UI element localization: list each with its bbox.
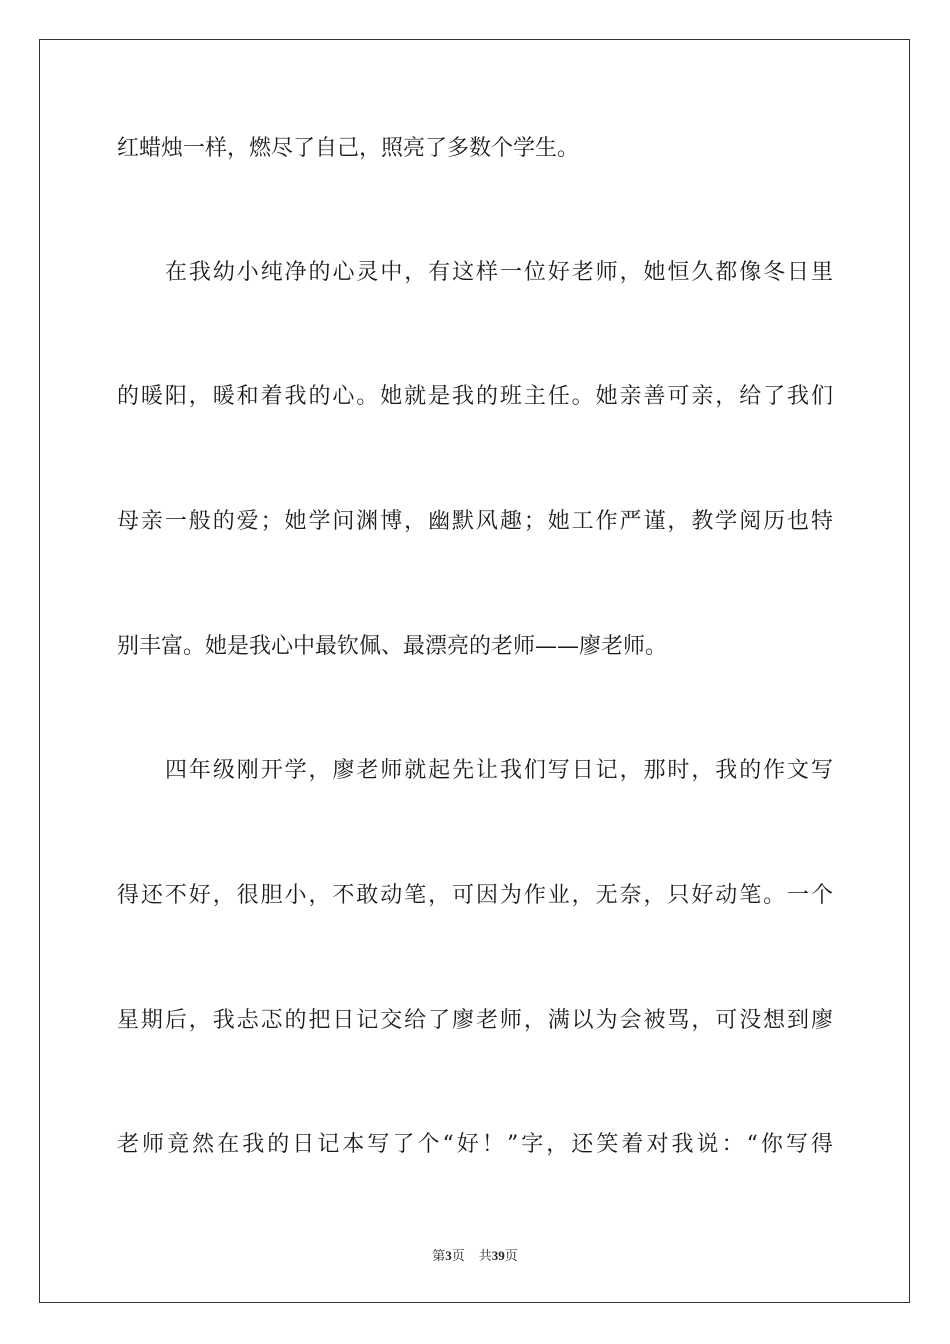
paragraph-first-line: 在我幼小纯净的心灵中，有这样一位好老师，她恒久都像冬日里: [165, 260, 833, 285]
total-label-suffix: 页: [504, 1248, 518, 1263]
paragraph-first-line: 四年级刚开学，廖老师就起先让我们写日记，那时，我的作文写: [165, 758, 833, 783]
text-line: 别丰富。她是我心中最钦佩、最漂亮的老师——廖老师。: [117, 634, 668, 659]
text-line: 母亲一般的爱；她学问渊博，幽默风趣；她工作严谨，教学阅历也特: [117, 509, 833, 534]
page-border: [39, 39, 910, 1303]
text-line: 星期后，我忐忑的把日记交给了廖老师，满以为会被骂，可没想到廖: [117, 1008, 833, 1033]
text-line: 老师竟然在我的日记本写了个“好！”字，还笑着对我说：“你写得: [117, 1132, 833, 1157]
text-line: 得还不好，很胆小，不敢动笔，可因为作业，无奈，只好动笔。一个: [117, 883, 833, 908]
page-number: 3: [445, 1248, 452, 1263]
page-footer: [0, 1247, 950, 1265]
text-line: 的暖阳，暖和着我的心。她就是我的班主任。她亲善可亲，给了我们: [117, 384, 833, 409]
page-label-prefix: 第: [432, 1248, 446, 1263]
text-line: 红蜡烛一样，燃尽了自己，照亮了多数个学生。: [117, 136, 580, 161]
page-label-suffix: 页: [451, 1248, 465, 1263]
total-label-prefix: 共: [478, 1248, 492, 1263]
total-pages: 39: [491, 1248, 505, 1263]
